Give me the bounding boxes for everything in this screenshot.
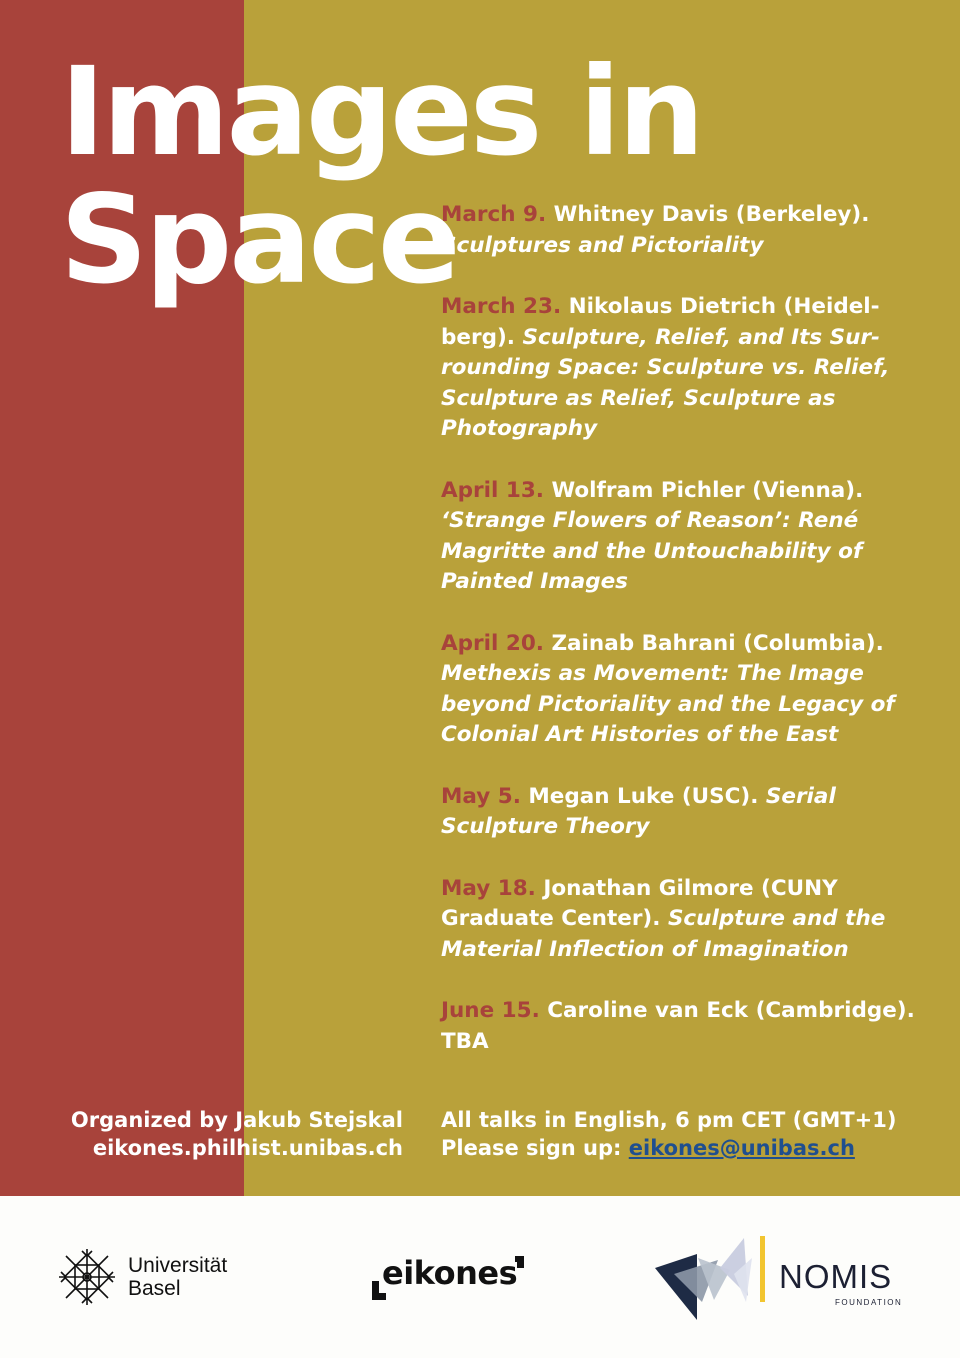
signup-email-link[interactable]: eikones@unibas.ch bbox=[628, 1136, 855, 1160]
event-4 bbox=[441, 629, 921, 751]
universitat-basel-logo bbox=[58, 1248, 227, 1306]
event-date: April 13. bbox=[441, 477, 544, 503]
organizer-block bbox=[71, 1106, 403, 1162]
event-talk-title: Sculpture and the Material Inflection of Imagination bbox=[441, 906, 886, 962]
event-talk-title: Methexis as Movement: The Image beyond Pictoriality and the Legacy of Colonial Art Histories of the East bbox=[441, 661, 895, 747]
event-talk-title: Sculpture, Relief, and Its Sur-rounding Space: Sculpture vs. Relief, Sculpture as Relief, Sculpture as Photography bbox=[441, 324, 890, 441]
event-speaker: Nikolaus Dietrich (Heidel-berg). bbox=[441, 294, 880, 350]
eikones-logo bbox=[372, 1248, 532, 1308]
event-1 bbox=[441, 200, 921, 261]
event-speaker: Jonathan Gilmore (CUNY Graduate Center). bbox=[441, 875, 838, 931]
event-speaker: Caroline van Eck (Cambridge). TBA bbox=[441, 998, 915, 1054]
eikones-wordmark: eikones bbox=[382, 1254, 518, 1292]
signup-label: Please sign up: bbox=[441, 1136, 622, 1160]
event-speaker: Megan Luke (USC). bbox=[528, 783, 759, 809]
basel-logo-line-1: Universität bbox=[128, 1254, 228, 1277]
event-date: May 5. bbox=[441, 783, 521, 809]
organizer-website: eikones.philhist.unibas.ch bbox=[92, 1136, 403, 1160]
event-speaker: Zainab Bahrani (Columbia). bbox=[551, 630, 884, 656]
organizer-name: Organized by Jakub Stejskal bbox=[70, 1108, 403, 1132]
event-date: March 23. bbox=[441, 294, 562, 319]
event-list bbox=[441, 200, 921, 1088]
event-date: March 9. bbox=[441, 202, 547, 227]
signup-line bbox=[441, 1134, 896, 1162]
nomis-foundation-label: FOUNDATION bbox=[835, 1298, 903, 1307]
event-speaker: Wolfram Pichler (Vienna). bbox=[551, 477, 864, 503]
event-talk-title: ‘Strange Flowers of Reason’: René Magritte and the Untouchability of Painted Images bbox=[441, 508, 863, 594]
event-speaker: Whitney Davis (Berkeley). bbox=[553, 202, 870, 227]
event-7 bbox=[441, 996, 921, 1057]
event-date: April 20. bbox=[441, 630, 544, 656]
event-3 bbox=[441, 476, 921, 598]
title-line-1: Images in bbox=[60, 41, 702, 183]
basel-star-icon bbox=[58, 1248, 116, 1306]
nomis-foundation-logo bbox=[652, 1230, 904, 1330]
title-line-2: Space bbox=[60, 169, 458, 311]
nomis-wordmark: NOMIS bbox=[779, 1258, 893, 1295]
talk-language-time: All talks in English, 6 pm CET (GMT+1) bbox=[441, 1108, 897, 1132]
event-5 bbox=[441, 782, 921, 843]
event-talk-title: Sculptures and Pictoriality bbox=[441, 232, 764, 258]
event-date: June 15. bbox=[441, 998, 540, 1023]
basel-logo-line-2: Basel bbox=[128, 1277, 181, 1300]
talk-info-block bbox=[441, 1106, 896, 1162]
event-6 bbox=[441, 874, 921, 966]
event-2 bbox=[441, 292, 921, 445]
event-talk-title: Serial Sculpture Theory bbox=[441, 783, 836, 839]
event-date: May 18. bbox=[441, 875, 536, 901]
